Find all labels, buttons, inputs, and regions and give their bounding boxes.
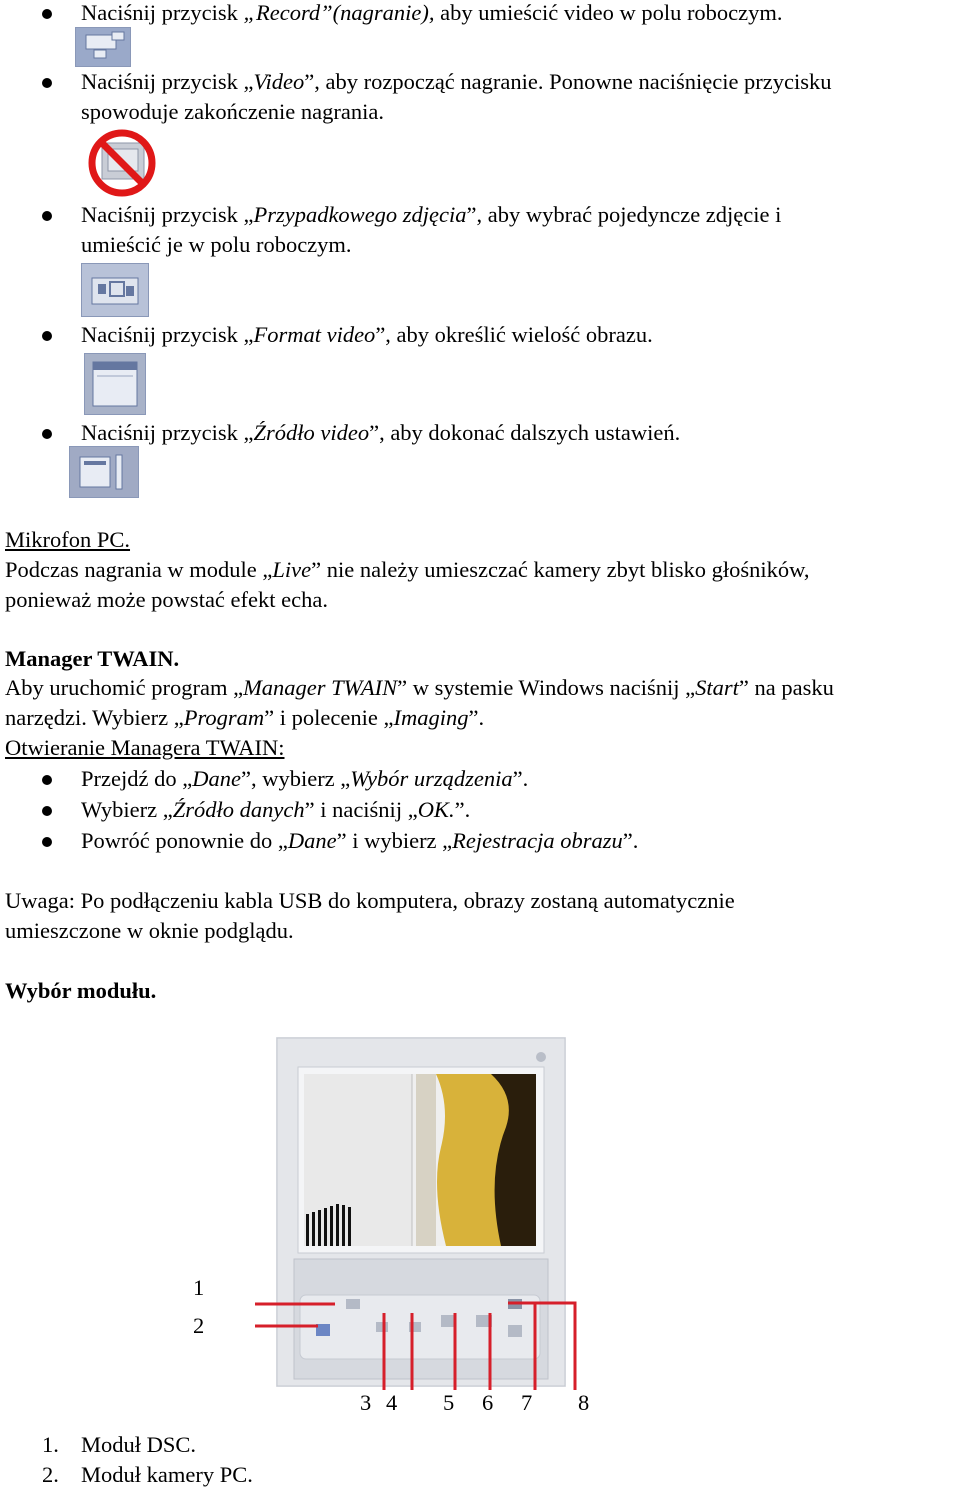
mic-text-line2: ponieważ może powstać efekt echa. xyxy=(5,587,328,612)
step-2-text: Naciśnij przycisk „Video”, aby rozpocząć nagranie. Ponowne naciśnięcie przycisku xyxy=(81,69,832,94)
note-line1: Uwaga: Po podłączeniu kabla USB do komputera, obrazy zostaną automatycznie xyxy=(5,888,735,913)
step-4-text: Naciśnij przycisk „Format video”, aby określić wielość obrazu. xyxy=(81,322,653,347)
callout-label-7: 7 xyxy=(521,1390,533,1415)
callout-label-5: 5 xyxy=(443,1390,455,1415)
module-list-item-1: Moduł DSC. xyxy=(81,1432,197,1457)
step-3-text: Naciśnij przycisk „Przypadkowego zdjęcia”, aby wybrać pojedyncze zdjęcie i xyxy=(81,202,782,227)
twain-step-1: Przejdź do „Dane”, wybierz „Wybór urządzenia”. xyxy=(81,766,529,791)
twain-text-line1: Aby uruchomić program „Manager TWAIN” w systemie Windows naciśnij „Start” na pasku xyxy=(5,675,834,700)
step-3-text-line2: umieścić je w polu roboczym. xyxy=(81,232,352,257)
module-list-item-2: Moduł kamery PC. xyxy=(81,1462,253,1487)
callout-label-1: 1 xyxy=(193,1275,205,1300)
callout-label-6: 6 xyxy=(482,1390,494,1415)
twain-open-heading: Otwieranie Managera TWAIN: xyxy=(5,735,285,760)
list-number-2: 2. xyxy=(42,1462,59,1487)
callout-label-3: 3 xyxy=(360,1390,372,1415)
step-2-text-line2: spowoduje zakończenie nagrania. xyxy=(81,99,384,124)
mic-heading: Mikrofon PC. xyxy=(5,527,131,552)
callout-label-8: 8 xyxy=(578,1390,590,1415)
step-5-text: Naciśnij przycisk „Źródło video”, aby dokonać dalszych ustawień. xyxy=(81,420,681,445)
mic-text-line1: Podczas nagrania w module „Live” nie należy umieszczać kamery zbyt blisko głośników, xyxy=(5,557,810,582)
module-heading: Wybór modułu. xyxy=(5,978,157,1003)
twain-text-line2: narzędzi. Wybierz „Program” i polecenie „Imaging”. xyxy=(5,705,485,730)
step-1-text: Naciśnij przycisk „Record”(nagranie), aby umieścić video w polu roboczym. xyxy=(81,0,783,25)
twain-heading: Manager TWAIN. xyxy=(5,646,180,671)
callout-label-4: 4 xyxy=(386,1390,398,1415)
twain-step-3: Powróć ponownie do „Dane” i wybierz „Rejestracja obrazu”. xyxy=(81,828,639,853)
twain-step-2: Wybierz „Źródło danych” i naciśnij „OK.”. xyxy=(81,797,471,822)
callout-label-2: 2 xyxy=(193,1313,205,1338)
list-number-1: 1. xyxy=(42,1432,59,1457)
note-line2: umieszczone w oknie podglądu. xyxy=(5,918,294,943)
